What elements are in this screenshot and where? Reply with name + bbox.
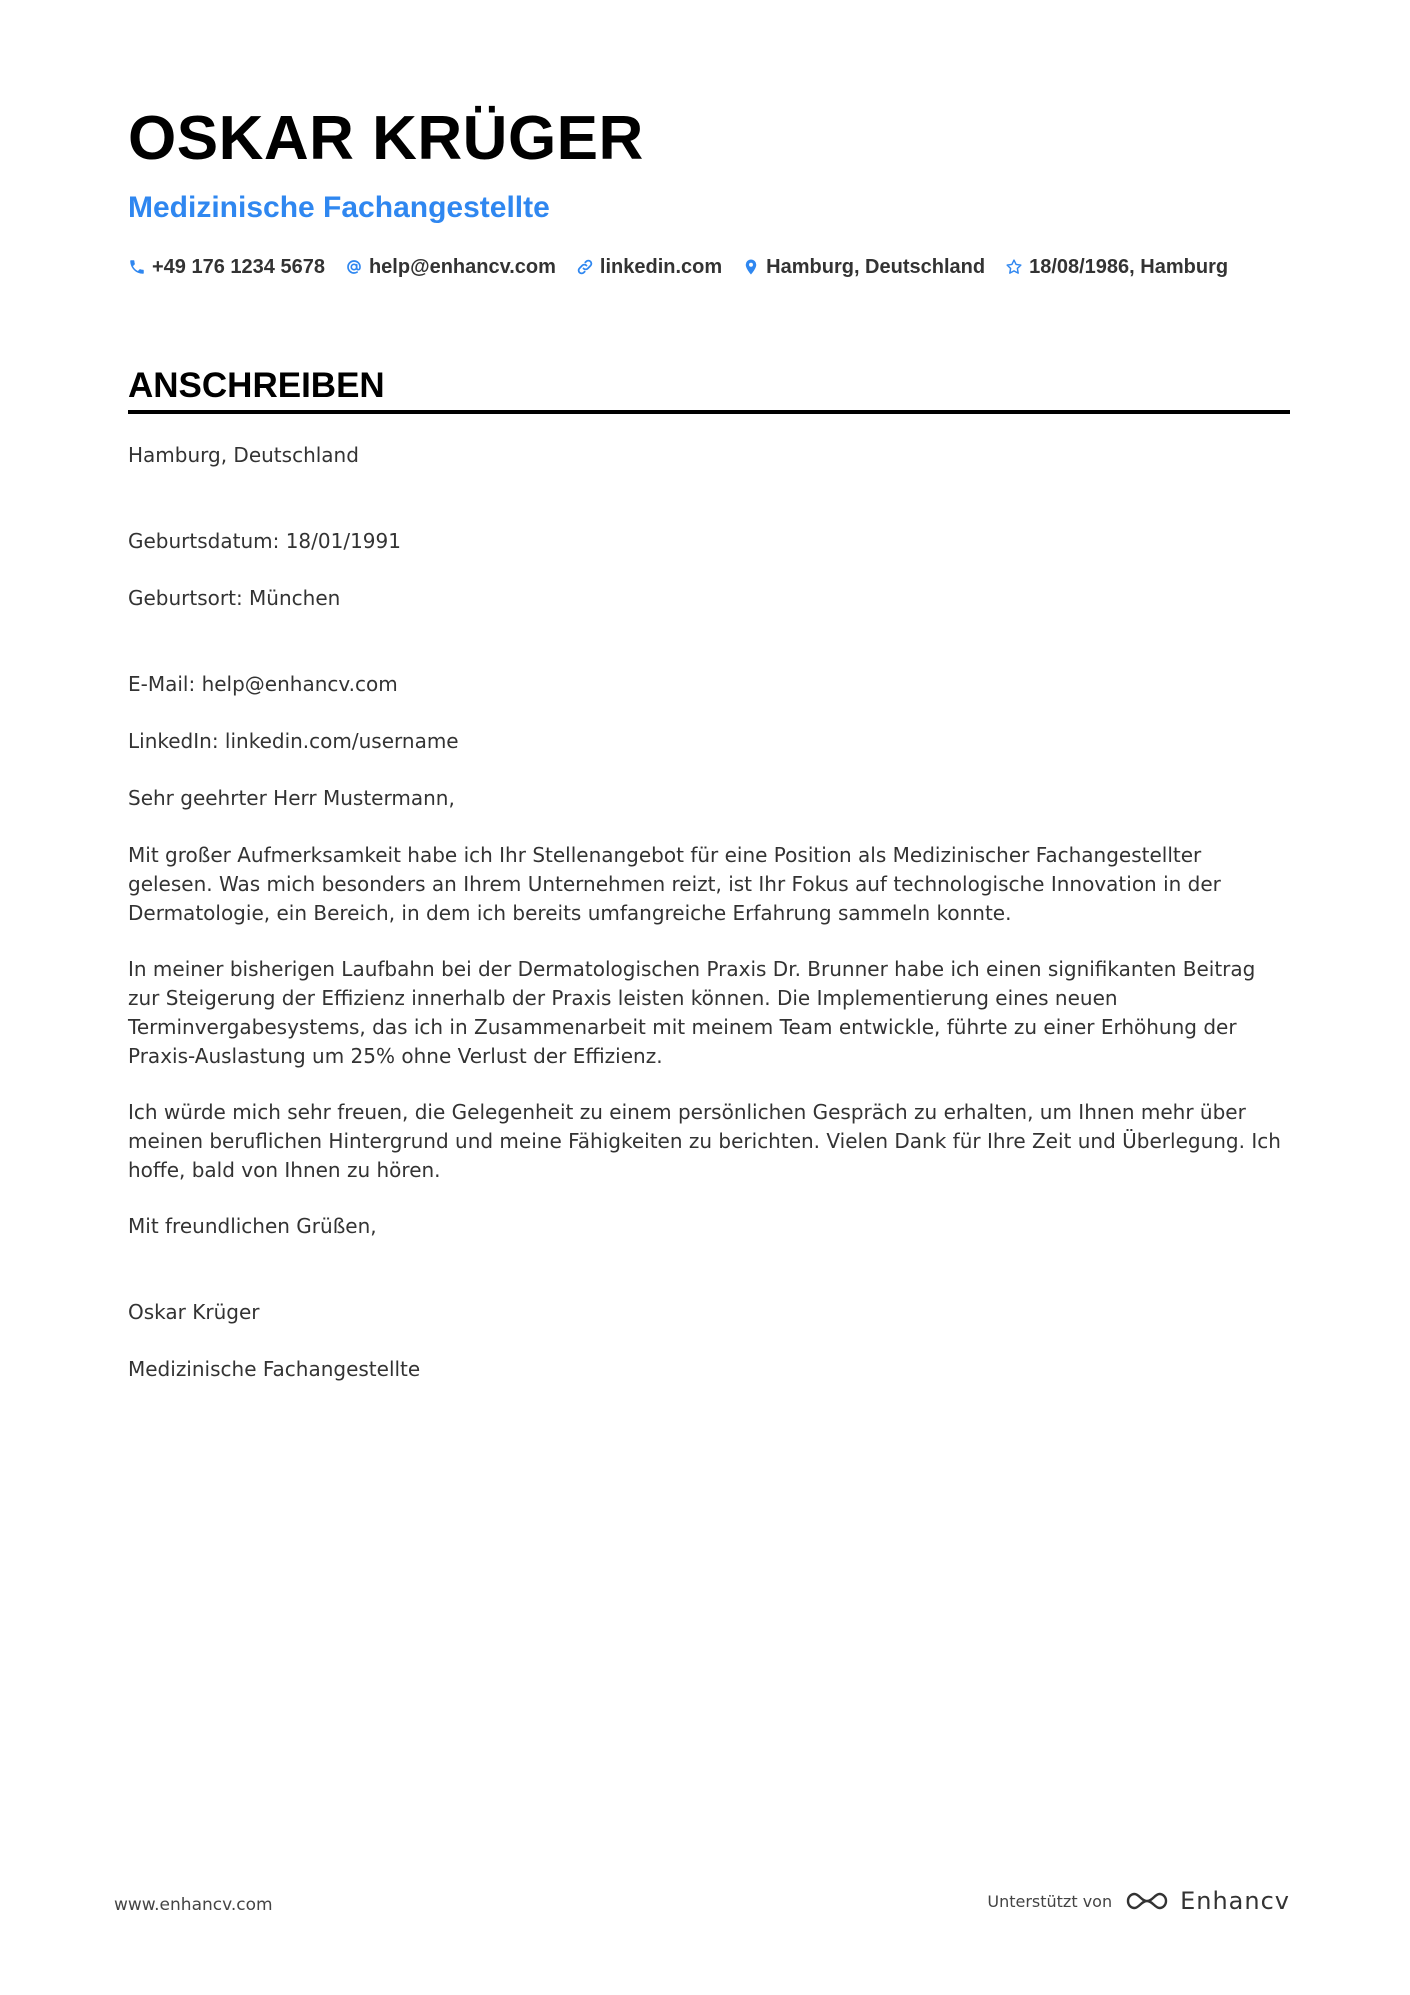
section-divider [128,410,1290,414]
footer-website[interactable]: www.enhancv.com [114,1895,273,1915]
contact-linkedin-text: linkedin.com [599,255,723,278]
candidate-name: OSKAR KRÜGER [128,104,644,173]
letter-signature-name: Oskar Krüger [128,1300,260,1324]
letter-email: E-Mail: help@enhancv.com [128,672,398,696]
letter-signature-title: Medizinische Fachangestellte [128,1357,421,1381]
letter-birth-date: Geburtsdatum: 18/01/1991 [128,529,401,553]
contact-location-text: Hamburg, Deutschland [766,255,986,278]
contact-phone-text: +49 176 1234 5678 [152,255,325,278]
contact-bar [128,256,1248,278]
letter-birth-place: Geburtsort: München [128,586,341,610]
letter-paragraph-2: In meiner bisherigen Laufbahn bei der Dermatologischen Praxis Dr. Brunner habe ich einen signifikanten Beitrag zur Steigerung der Effizienz innerhalb der Praxis leisten können. Die Implementierung eines neuen Terminvergabesystems, das ich in Zusammenarbeit mit meinem Team entwickle, führte zu einer Erhöhung der Praxis-Auslastung um 25% ohne Verlust der Effizienz. [128,957,1256,1068]
candidate-title: Medizinische Fachangestellte [128,191,550,224]
letter-salutation: Sehr geehrter Herr Mustermann, [128,786,455,810]
contact-linkedin[interactable] [576,256,722,279]
letter-paragraph-3: Ich würde mich sehr freuen, die Gelegenheit zu einem persönlichen Gespräch zu erhalten, um Ihnen mehr über meinen beruflichen Hintergrund und meine Fähigkeiten zu berichten. Vielen Dank für Ihre Zeit und Überlegung. Ich hoffe, bald von Ihnen zu hören. [128,1100,1281,1182]
enhancv-logo-icon [1124,1888,1170,1914]
letter-paragraph-1: Mit großer Aufmerksamkeit habe ich Ihr Stellenangebot für eine Position als Medizinischer Fachangestellter gelesen. Was mich besonders an Ihrem Unternehmen reizt, ist Ihr Fokus auf technologische Innovation in der Dermatologie, ein Bereich, in dem ich bereits umfangreiche Erfahrung sammeln konnte. [128,843,1221,925]
at-icon [345,258,363,276]
letter-linkedin: LinkedIn: linkedin.com/username [128,729,459,753]
star-icon [1005,258,1023,276]
contact-birth-text: 18/08/1986, Hamburg [1029,255,1229,278]
section-title: ANSCHREIBEN [128,366,385,405]
powered-by-label: Unterstützt von [987,1891,1113,1911]
letter-place: Hamburg, Deutschland [128,443,359,467]
contact-phone[interactable] [128,256,325,279]
contact-location [742,256,985,279]
contact-email-text: help@enhancv.com [368,255,556,278]
brand-name: Enhancv [1180,1887,1290,1915]
location-pin-icon [742,258,760,276]
contact-birth [1005,256,1228,279]
letter-closing: Mit freundlichen Grüßen, [128,1214,377,1238]
phone-icon [128,258,146,276]
contact-email[interactable] [345,256,556,279]
footer-branding[interactable] [987,1887,1290,1915]
link-icon [576,258,594,276]
